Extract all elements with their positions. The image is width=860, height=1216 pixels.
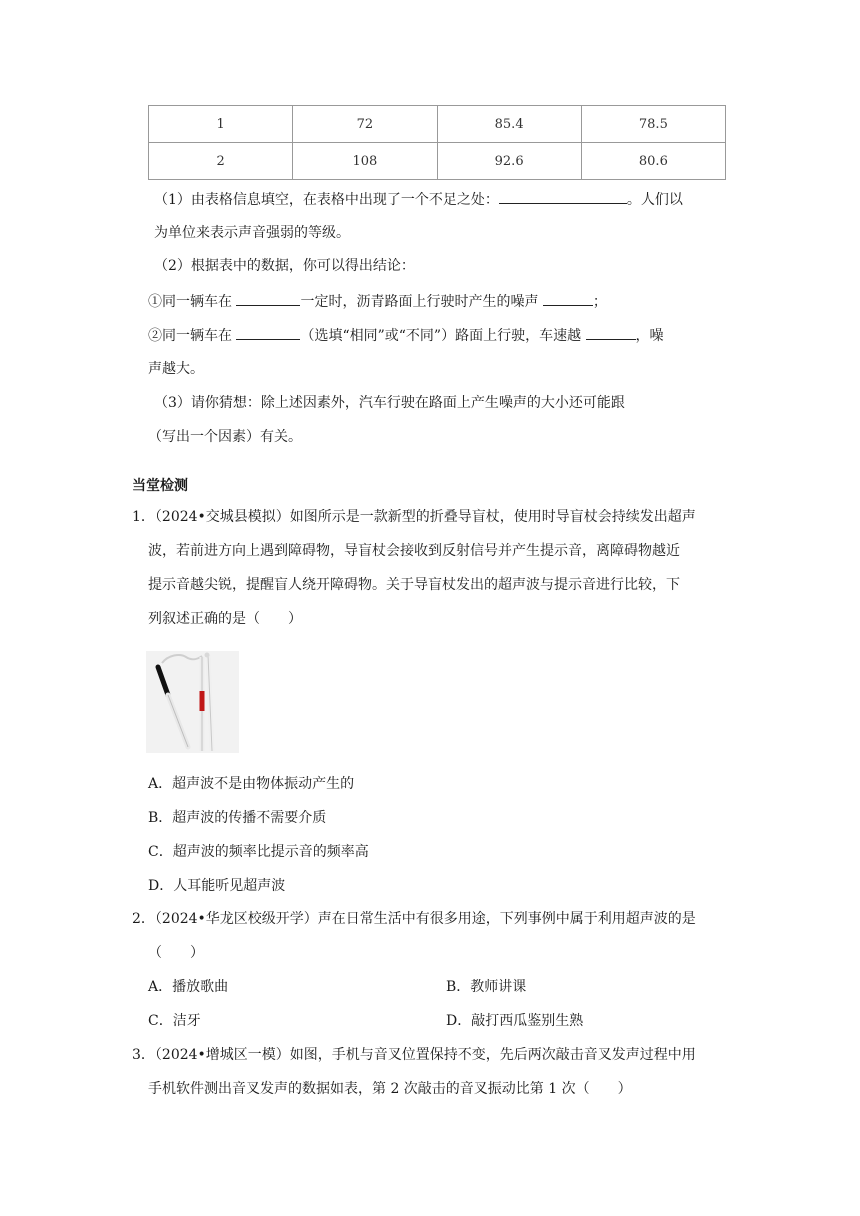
answer-blank[interactable] xyxy=(236,325,300,340)
question1-line4: 列叙述正确的是（ ） xyxy=(148,611,302,627)
question1-line2: 波，若前进方向上遇到障碍物，导盲杖会接收到反射信号并产生提示音，离障碍物越近 xyxy=(148,543,680,559)
answer-blank[interactable] xyxy=(236,291,300,306)
q2-conclusion-a xyxy=(148,291,607,312)
q2-b-post: ，噪 xyxy=(635,328,664,344)
table-cell: 1 xyxy=(149,106,293,143)
q3-line2: （写出一个因素）有关。 xyxy=(148,429,302,445)
question1-line3: 提示音越尖锐，提醒盲人绕开障碍物。关于导盲杖发出的超声波与提示音进行比较，下 xyxy=(148,577,680,593)
question2-line1: 2．（2024•华龙区校级开学）声在日常生活中有很多用途，下列事例中属于利用超声波的是 xyxy=(132,911,696,927)
q2-option-d[interactable]: D．敲打西瓜鉴别生熟 xyxy=(446,1013,584,1029)
q2-b-mid: （选填“相同”或“不同”）路面上行驶，车速越 xyxy=(300,328,586,344)
answer-blank[interactable] xyxy=(499,189,627,204)
q1-line2: 为单位来表示声音强弱的等级。 xyxy=(154,225,350,241)
q1-line1 xyxy=(154,189,683,210)
question2-line2: （ ） xyxy=(148,945,204,961)
table-cell: 72 xyxy=(293,106,437,143)
q1-option-c[interactable]: C．超声波的频率比提示音的频率高 xyxy=(148,844,369,860)
q1-option-a[interactable]: A．超声波不是由物体振动产生的 xyxy=(148,776,355,792)
folding-cane-icon xyxy=(146,651,239,753)
table-cell: 78.5 xyxy=(581,106,725,143)
q2-a-mid: 一定时，沥青路面上行驶时产生的噪声 xyxy=(300,294,543,310)
q2-option-b[interactable]: B．教师讲课 xyxy=(446,979,527,995)
table-cell: 80.6 xyxy=(581,143,725,180)
table-row xyxy=(149,106,726,143)
noise-data-table xyxy=(148,105,726,180)
answer-blank[interactable] xyxy=(543,291,593,306)
q2-option-c[interactable]: C．洁牙 xyxy=(148,1013,201,1029)
q2-a-pre: ①同一辆车在 xyxy=(148,294,237,310)
q1-text-pre: （1）由表格信息填空，在表格中出现了一个不足之处： xyxy=(154,192,499,208)
q3-line1: （3）请你猜想：除上述因素外，汽车行驶在路面上产生噪声的大小还可能跟 xyxy=(154,395,625,411)
q2-option-a[interactable]: A．播放歌曲 xyxy=(148,979,229,995)
answer-blank[interactable] xyxy=(586,325,636,340)
q1-option-b[interactable]: B．超声波的传播不需要介质 xyxy=(148,810,327,826)
table-cell: 108 xyxy=(293,143,437,180)
q1-text-post: 。人们以 xyxy=(626,192,683,208)
q2-intro: （2）根据表中的数据，你可以得出结论： xyxy=(154,258,415,274)
table-cell: 92.6 xyxy=(437,143,581,180)
question3-line1: 3．（2024•增城区一模）如图，手机与音叉位置保持不变，先后两次敲击音叉发声过程中用 xyxy=(132,1047,696,1063)
table-cell: 85.4 xyxy=(437,106,581,143)
q1-option-d[interactable]: D．人耳能听见超声波 xyxy=(148,878,286,894)
section-title: 当堂检测 xyxy=(132,478,188,494)
q2-b-line2: 声越大。 xyxy=(148,361,204,377)
folding-cane-image xyxy=(146,651,239,753)
question1-line1: 1．（2024•交城县模拟）如图所示是一款新型的折叠导盲杖，使用时导盲杖会持续发出超声 xyxy=(132,509,696,525)
q2-b-pre: ②同一辆车在 xyxy=(148,328,237,344)
q2-conclusion-b xyxy=(148,325,664,346)
table-cell: 2 xyxy=(149,143,293,180)
q2-a-post: ； xyxy=(592,294,607,310)
table-row xyxy=(149,143,726,180)
question3-line2: 手机软件测出音叉发声的数据如表，第 2 次敲击的音叉振动比第 1 次（ ） xyxy=(148,1081,632,1097)
